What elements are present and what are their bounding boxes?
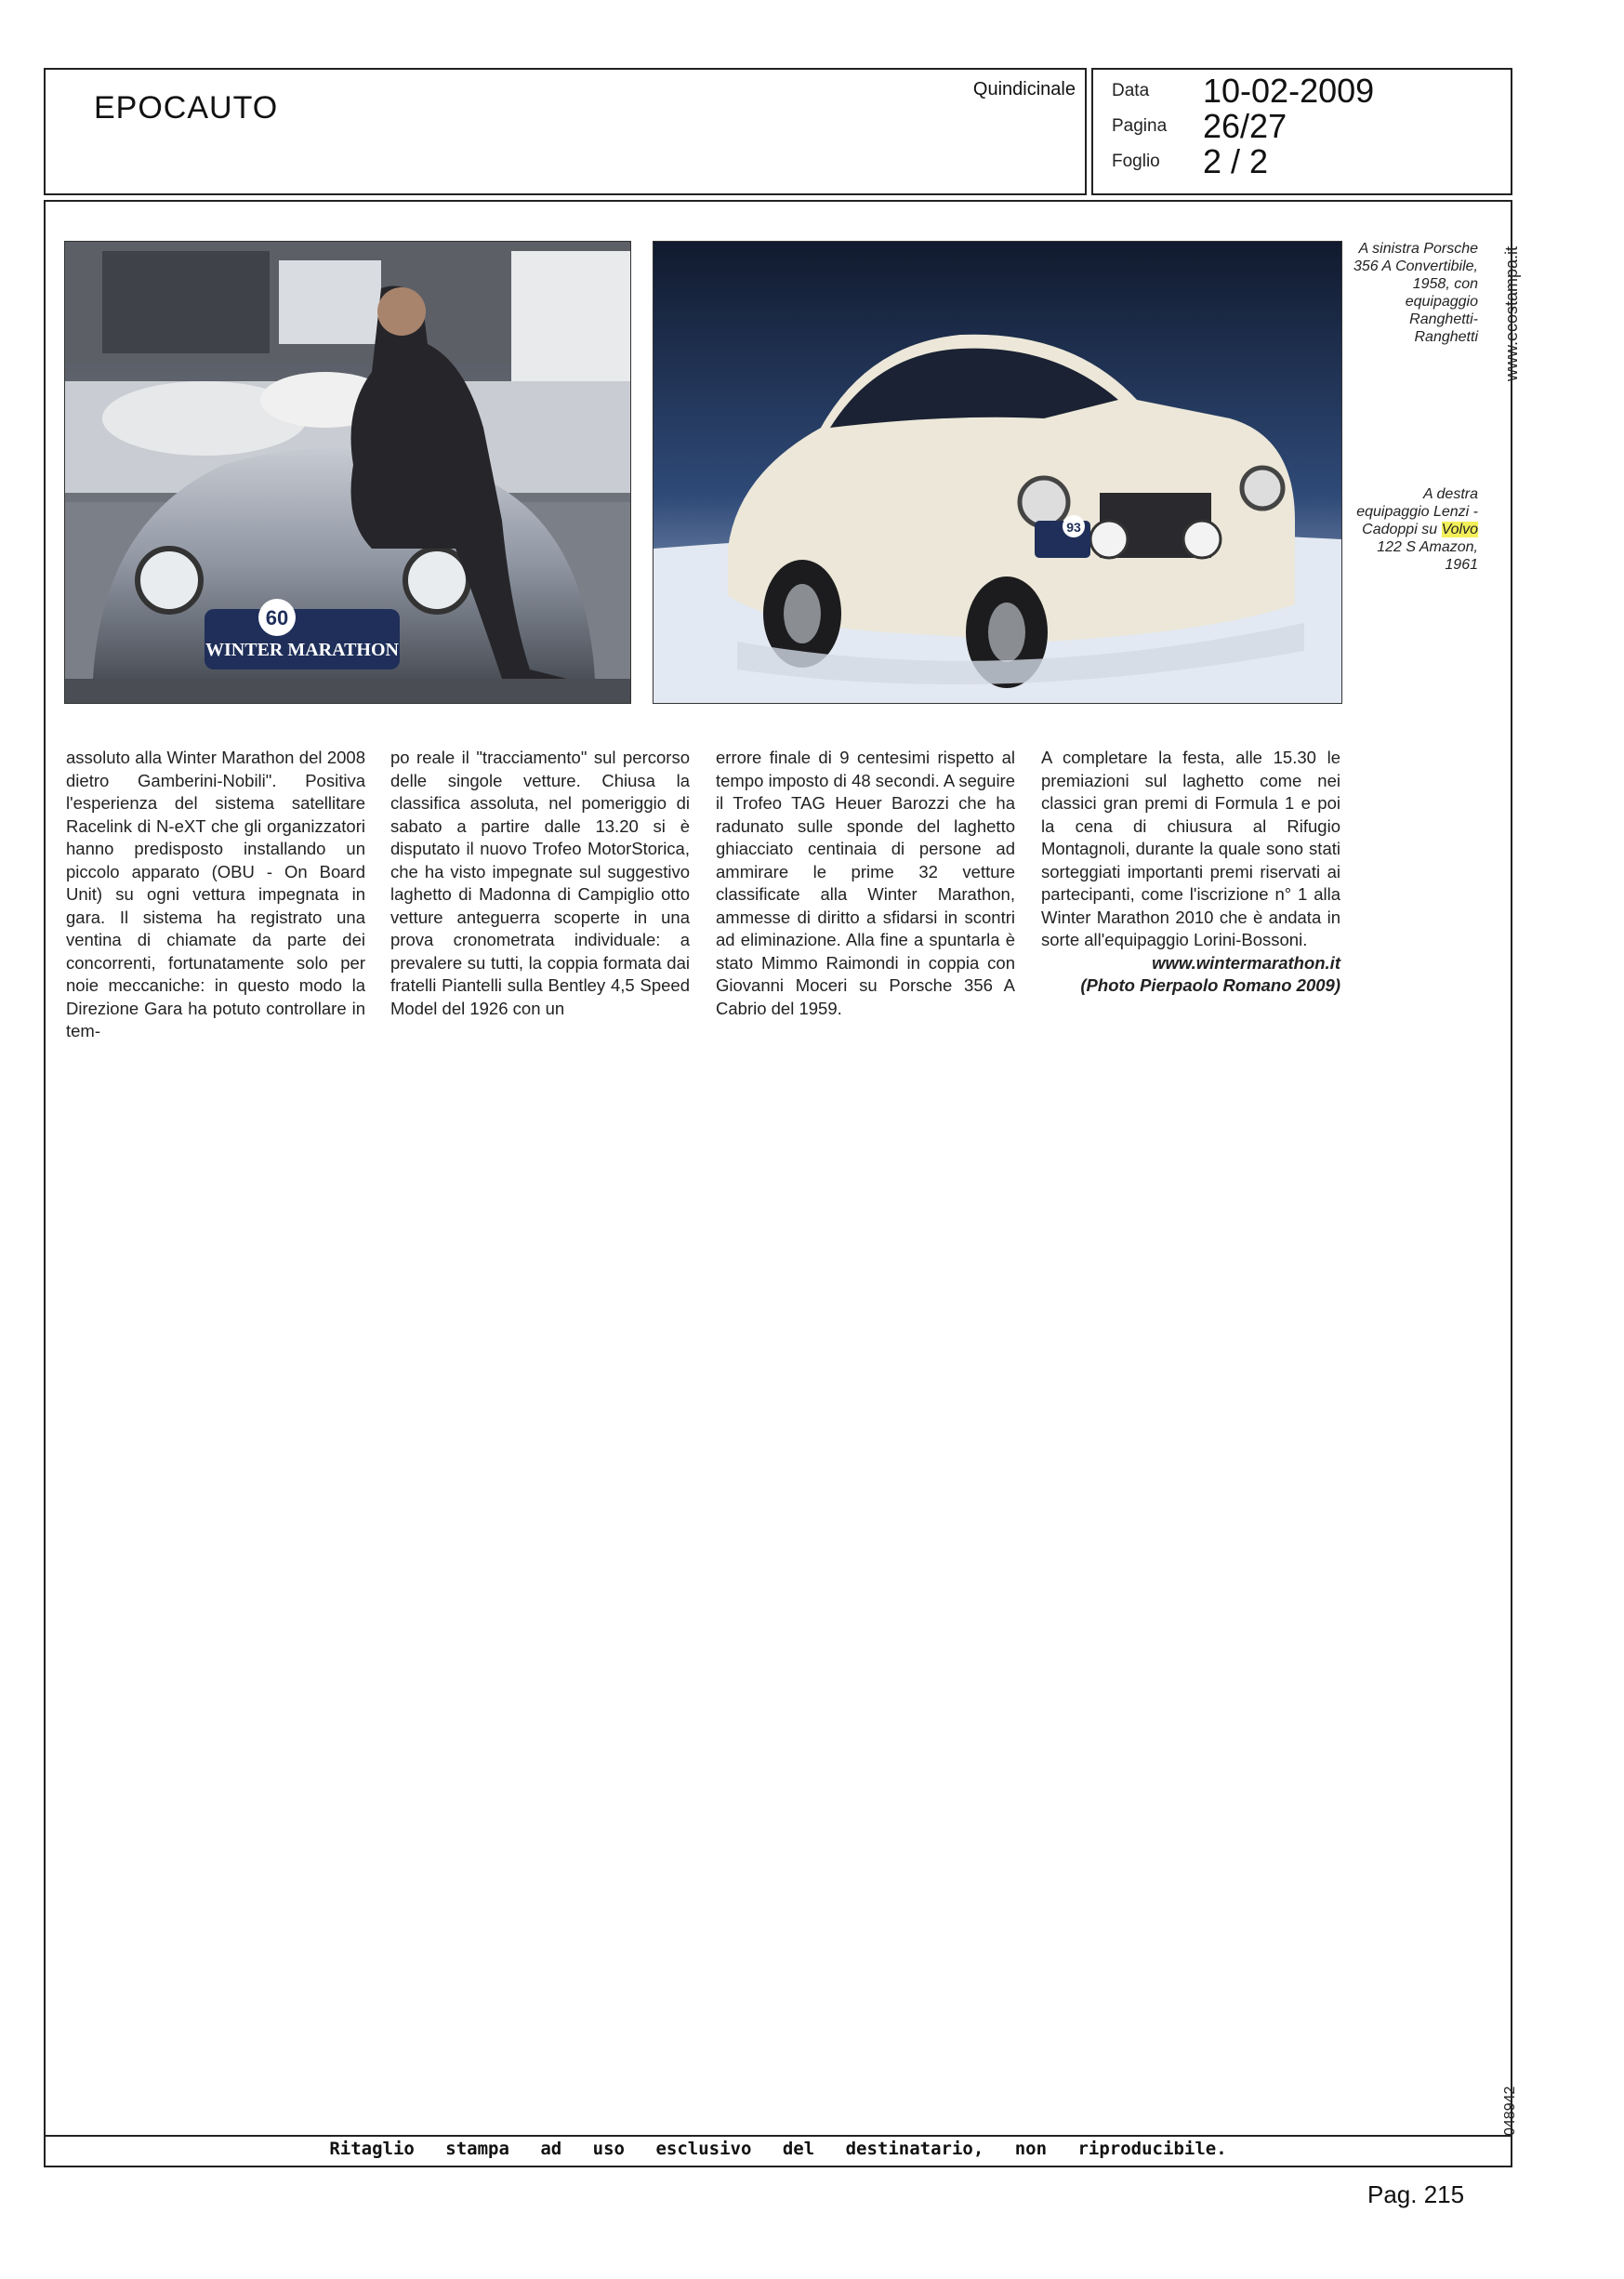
- photo-volvo: [653, 241, 1342, 704]
- porsche-badge-number: 60: [265, 606, 289, 629]
- article-column-4: [1041, 747, 1340, 998]
- caption-left-photo: A sinistra Porsche 356 A Convertibile, 1958, con equipaggio Ranghetti-Ranghetti: [1353, 241, 1478, 345]
- page-value: 26/27: [1203, 107, 1287, 145]
- header-publication-box: [44, 68, 1087, 195]
- side-url-text: www.ecostampa.it: [1502, 245, 1521, 381]
- caption-right-highlight: Volvo: [1441, 522, 1478, 537]
- article-column-3: [716, 747, 1015, 1020]
- caption-right-before: A destra equipaggio Lenzi - Cadoppi su: [1356, 486, 1478, 537]
- date-label: Data: [1112, 81, 1150, 100]
- article-column-2: [390, 747, 690, 1020]
- sheet-label: Foglio: [1112, 152, 1160, 171]
- sheet-value: 2 / 2: [1203, 142, 1269, 180]
- publication-name: EPOCAUTO: [94, 90, 279, 126]
- caption-right-after: 122 S Amazon, 1961: [1377, 539, 1478, 573]
- article-col3-text: errore finale di 9 centesimi rispetto al tempo imposto di 48 secondi. A seguire il Trofeo TAG Heuer Barozzi che ha radunato sulle sponde del laghetto ghiacciato centinaia di persone ad ammirare le prime 32 vetture classificate alla Winter Marathon, ammesse di diritto a sfidarsi in scontri ad eliminazione. Alla fine a spuntarla è stato Mimmo Raimondi in coppia con Giovanni Moceri su Porsche 356 A Cabrio del 1959.: [716, 748, 1015, 1018]
- article-photo-credit: (Photo Pierpaolo Romano 2009): [1080, 975, 1340, 995]
- meta-page-row: [1112, 107, 1287, 146]
- article-column-1: [66, 747, 365, 1043]
- article-col2-text: po reale il "tracciamento" sul percorso delle singole vetture. Chiusa la classifica assoluta, nel pomeriggio di sabato a partire dalle 13.20 si è disputato il nuovo Trofeo MotorStorica, che ha visto impegnate sul suggestivo laghetto di Madonna di Campiglio otto vetture anteguerra scoperte in una prova cronometrata individuale: a prevalere su tutti, la coppia formata dai fratelli Piantelli sulla Bentley 4,5 Speed Model del 1926 con un: [390, 748, 690, 1018]
- volvo-badge-number: 93: [1066, 520, 1081, 535]
- periodicity: Quindicinale: [972, 79, 1076, 99]
- photo-porsche: [64, 241, 631, 704]
- article-col4-text: A completare la festa, alle 15.30 le premiazioni sul laghetto come nei classici gran premi di Formula 1 e poi la cena di chiusura al Rifugio Montagnoli, durante la quale sono stati sorteggiati importanti premi riservati ai partecipanti, come l'iscrizione n° 1 alla Winter Marathon 2010 che è andata in sorte all'equipaggio Lorini-Bossoni.: [1041, 748, 1340, 949]
- porsche-badge-text: WINTER MARATHON: [205, 640, 399, 660]
- caption-right-photo: [1348, 485, 1478, 574]
- side-code: [1499, 2069, 1521, 2143]
- page-label: Pagina: [1112, 116, 1168, 136]
- footer-divider: [44, 2135, 1512, 2137]
- meta-sheet-row: [1112, 142, 1268, 181]
- footer-notice: Ritaglio stampa ad uso esclusivo del destinatario, non riproducibile.: [329, 2139, 1227, 2159]
- page-number: Pag. 215: [1367, 2180, 1465, 2208]
- side-url: [1499, 216, 1521, 383]
- article-col1-text: assoluto alla Winter Marathon del 2008 dietro Gamberini-Nobili". Positiva l'esperienza del sistema satellitare Racelink di N-eXT che gli organizzatori hanno predisposto installando un piccolo apparato (OBU - On Board Unit) su ogni vettura impegnata in gara. Il sistema ha registrato una ventina di chiamate da parte dei concorrenti, fortunatamente solo per noie meccaniche: in questo modo la Direzione Gara ha potuto controllare in tem-: [66, 748, 365, 1040]
- article-website: www.wintermarathon.it: [1152, 952, 1340, 973]
- side-code-text: 048942: [1502, 2086, 1518, 2136]
- date-value: 10-02-2009: [1203, 72, 1375, 110]
- header-meta-box: [1091, 68, 1512, 195]
- meta-date-row: [1112, 72, 1374, 111]
